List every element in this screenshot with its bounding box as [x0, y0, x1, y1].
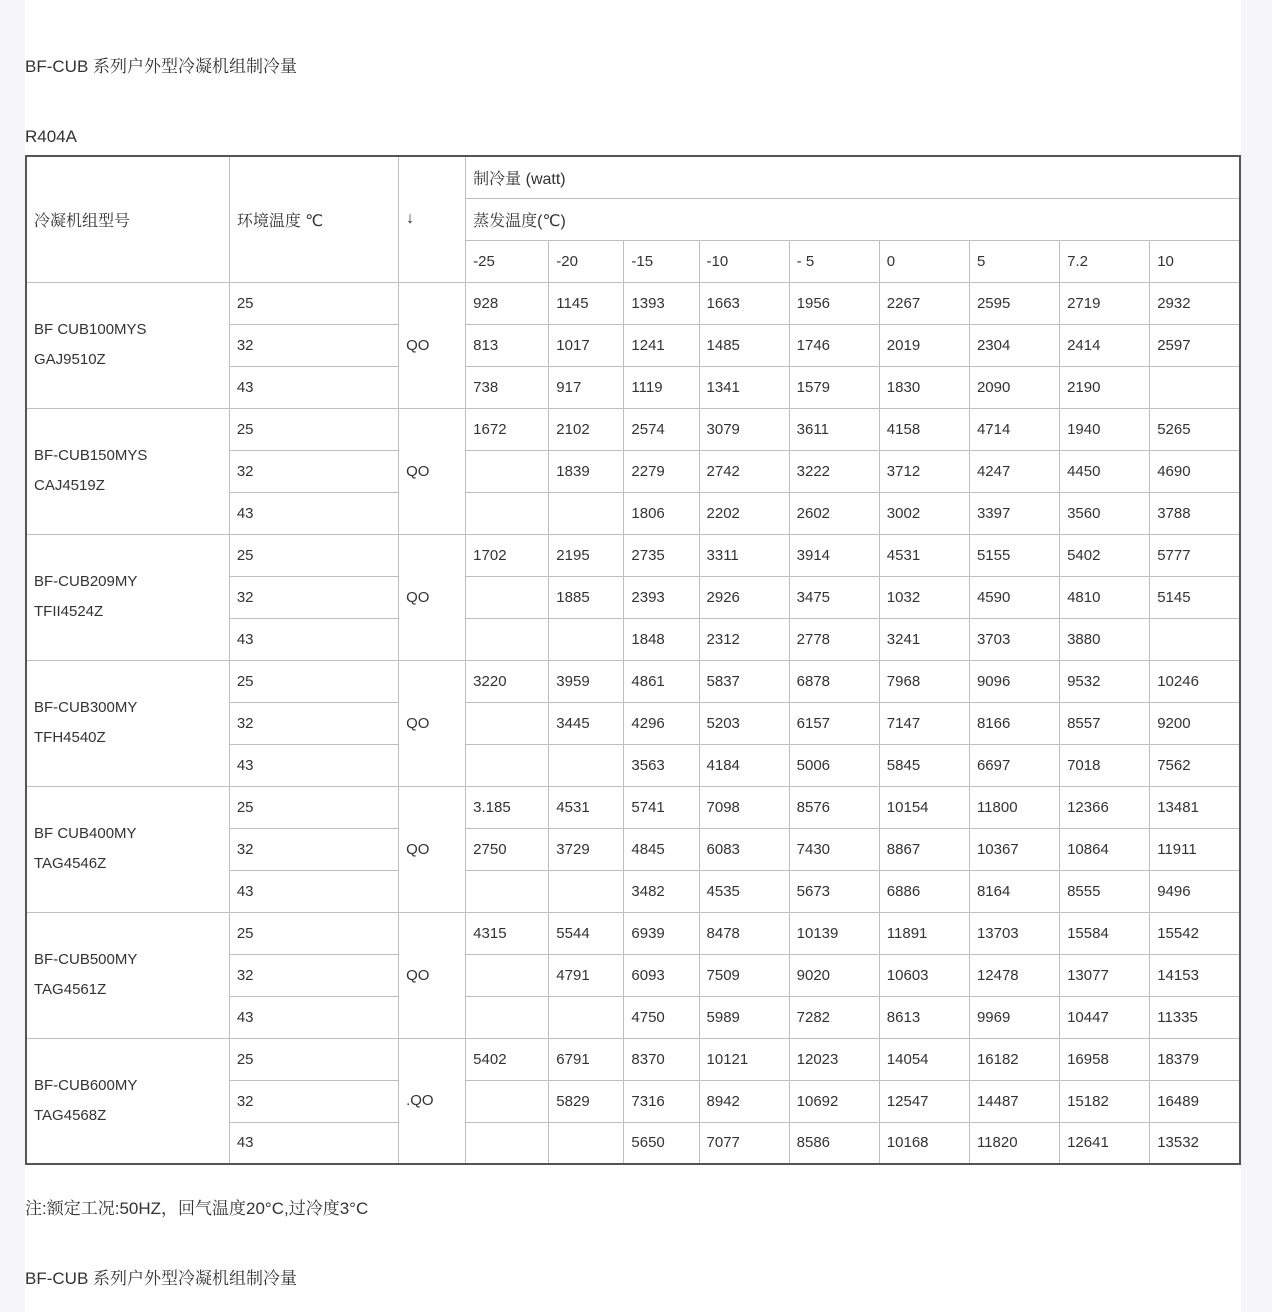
table-body — [26, 282, 1240, 1164]
ambient-cell: 43 — [229, 366, 398, 408]
value-cell: 2304 — [969, 324, 1059, 366]
value-cell — [466, 870, 549, 912]
value-cell: 3611 — [789, 408, 879, 450]
value-cell: 928 — [466, 282, 549, 324]
model-name-line: TAG4546Z — [34, 855, 107, 872]
value-cell: 5155 — [969, 534, 1059, 576]
value-cell: 5845 — [879, 744, 969, 786]
value-cell: 4690 — [1150, 450, 1240, 492]
value-cell: 9496 — [1150, 870, 1240, 912]
value-cell: 3880 — [1060, 618, 1150, 660]
value-cell: 5203 — [699, 702, 789, 744]
value-cell: 9096 — [969, 660, 1059, 702]
evap-temp-cell: 10 — [1150, 240, 1240, 282]
model-name-line: BF-CUB300MY — [34, 699, 138, 716]
value-cell — [549, 744, 624, 786]
value-cell: 3220 — [466, 660, 549, 702]
value-cell: 1848 — [624, 618, 699, 660]
value-cell: 4791 — [549, 954, 624, 996]
value-cell: 6157 — [789, 702, 879, 744]
value-cell: 4590 — [969, 576, 1059, 618]
value-cell: 2595 — [969, 282, 1059, 324]
qo-cell: .QO — [399, 1038, 466, 1164]
value-cell: 6939 — [624, 912, 699, 954]
qo-cell: QO — [399, 534, 466, 660]
value-cell: 1663 — [699, 282, 789, 324]
ambient-cell: 43 — [229, 1122, 398, 1164]
value-cell: 2574 — [624, 408, 699, 450]
model-name-line: BF-CUB600MY — [34, 1076, 138, 1094]
value-cell: 7018 — [1060, 744, 1150, 786]
value-cell: 2267 — [879, 282, 969, 324]
value-cell: 12478 — [969, 954, 1059, 996]
value-cell: 2932 — [1150, 282, 1240, 324]
value-cell: 13703 — [969, 912, 1059, 954]
model-cell — [26, 786, 229, 912]
value-cell: 18379 — [1150, 1038, 1240, 1080]
ambient-cell: 25 — [229, 912, 398, 954]
table-row — [26, 408, 1240, 450]
ambient-cell: 32 — [229, 1080, 398, 1122]
model-cell — [26, 408, 229, 534]
value-cell: 2735 — [624, 534, 699, 576]
evap-temp-cell: 5 — [969, 240, 1059, 282]
model-cell — [26, 282, 229, 408]
value-cell — [549, 996, 624, 1038]
value-cell — [549, 618, 624, 660]
value-cell: 14153 — [1150, 954, 1240, 996]
value-cell: 1485 — [699, 324, 789, 366]
value-cell: 10447 — [1060, 996, 1150, 1038]
value-cell: 1393 — [624, 282, 699, 324]
model-cell — [26, 1038, 229, 1164]
value-cell: 9020 — [789, 954, 879, 996]
section-title-next: BF-CUB 系列户外型冷凝机组制冷量 — [25, 1269, 297, 1288]
ambient-cell: 25 — [229, 534, 398, 576]
value-cell: 917 — [549, 366, 624, 408]
value-cell: 10168 — [879, 1122, 969, 1164]
value-cell: 7968 — [879, 660, 969, 702]
value-cell: 5402 — [466, 1038, 549, 1080]
value-cell: 5006 — [789, 744, 879, 786]
model-name-line: BF-CUB500MY — [34, 951, 138, 968]
value-cell: 8166 — [969, 702, 1059, 744]
value-cell: 6697 — [969, 744, 1059, 786]
value-cell: 3959 — [549, 660, 624, 702]
value-cell: 4714 — [969, 408, 1059, 450]
ambient-cell: 25 — [229, 786, 398, 828]
value-cell — [466, 1122, 549, 1164]
value-cell: 2926 — [699, 576, 789, 618]
value-cell: 4184 — [699, 744, 789, 786]
value-cell — [549, 870, 624, 912]
value-cell: 2019 — [879, 324, 969, 366]
value-cell: 6791 — [549, 1038, 624, 1080]
value-cell: 3445 — [549, 702, 624, 744]
evap-temp-cell: - 5 — [789, 240, 879, 282]
qo-cell: QO — [399, 408, 466, 534]
value-cell: 3222 — [789, 450, 879, 492]
value-cell: 2414 — [1060, 324, 1150, 366]
ambient-cell: 32 — [229, 450, 398, 492]
model-cell — [26, 534, 229, 660]
model-name-line: TFH4540Z — [34, 729, 106, 746]
value-cell: 5777 — [1150, 534, 1240, 576]
value-cell: 15542 — [1150, 912, 1240, 954]
value-cell: 4845 — [624, 828, 699, 870]
value-cell: 4296 — [624, 702, 699, 744]
model-cell — [26, 660, 229, 786]
value-cell: 14487 — [969, 1080, 1059, 1122]
qo-cell: QO — [399, 912, 466, 1038]
value-cell: 6083 — [699, 828, 789, 870]
value-cell: 7430 — [789, 828, 879, 870]
value-cell: 13481 — [1150, 786, 1240, 828]
ambient-cell: 25 — [229, 1038, 398, 1080]
value-cell: 2750 — [466, 828, 549, 870]
header-model: 冷凝机组型号 — [26, 156, 229, 282]
value-cell: 2742 — [699, 450, 789, 492]
value-cell: 2102 — [549, 408, 624, 450]
value-cell — [1150, 618, 1240, 660]
value-cell: 11800 — [969, 786, 1059, 828]
value-cell: 15182 — [1060, 1080, 1150, 1122]
value-cell: 13077 — [1060, 954, 1150, 996]
refrigerant-label: R404A — [25, 127, 77, 146]
evap-temp-cell: -10 — [699, 240, 789, 282]
ambient-cell: 25 — [229, 282, 398, 324]
value-cell: 7077 — [699, 1122, 789, 1164]
value-cell: 4750 — [624, 996, 699, 1038]
value-cell: 12547 — [879, 1080, 969, 1122]
section-title: BF-CUB 系列户外型冷凝机组制冷量 — [25, 57, 297, 76]
ambient-cell: 25 — [229, 660, 398, 702]
value-cell: 1885 — [549, 576, 624, 618]
value-cell — [549, 492, 624, 534]
ambient-cell: 32 — [229, 702, 398, 744]
value-cell: 5837 — [699, 660, 789, 702]
value-cell: 11820 — [969, 1122, 1059, 1164]
value-cell — [466, 450, 549, 492]
model-name-line: BF-CUB209MY — [34, 573, 138, 590]
value-cell: 15584 — [1060, 912, 1150, 954]
value-cell: 6886 — [879, 870, 969, 912]
value-cell — [549, 1122, 624, 1164]
value-cell: 7147 — [879, 702, 969, 744]
value-cell: 12366 — [1060, 786, 1150, 828]
value-cell: 8576 — [789, 786, 879, 828]
value-cell: 16182 — [969, 1038, 1059, 1080]
ambient-cell: 43 — [229, 744, 398, 786]
table-row — [26, 912, 1240, 954]
value-cell: 3475 — [789, 576, 879, 618]
value-cell: 11335 — [1150, 996, 1240, 1038]
model-name-line: GAJ9510Z — [34, 351, 106, 368]
value-cell: 16958 — [1060, 1038, 1150, 1080]
value-cell: 10692 — [789, 1080, 879, 1122]
model-name-line: BF CUB400MY — [34, 825, 137, 842]
value-cell: 10864 — [1060, 828, 1150, 870]
value-cell: 8942 — [699, 1080, 789, 1122]
value-cell: 13532 — [1150, 1122, 1240, 1164]
value-cell: 8555 — [1060, 870, 1150, 912]
ambient-cell: 32 — [229, 828, 398, 870]
value-cell: 2090 — [969, 366, 1059, 408]
value-cell: 2597 — [1150, 324, 1240, 366]
ambient-cell: 32 — [229, 324, 398, 366]
ambient-cell: 43 — [229, 492, 398, 534]
value-cell: 1702 — [466, 534, 549, 576]
value-cell: 1579 — [789, 366, 879, 408]
value-cell — [466, 618, 549, 660]
value-cell: 813 — [466, 324, 549, 366]
evap-temp-cell: 0 — [879, 240, 969, 282]
evap-temp-cell: -15 — [624, 240, 699, 282]
value-cell: 3.185 — [466, 786, 549, 828]
model-name-line: BF CUB100MYS — [34, 321, 147, 338]
model-cell — [26, 912, 229, 1038]
evap-temp-cell: 7.2 — [1060, 240, 1150, 282]
value-cell: 1241 — [624, 324, 699, 366]
value-cell: 3729 — [549, 828, 624, 870]
value-cell: 1119 — [624, 366, 699, 408]
ambient-cell: 32 — [229, 576, 398, 618]
value-cell: 10139 — [789, 912, 879, 954]
value-cell: 1830 — [879, 366, 969, 408]
value-cell: 1839 — [549, 450, 624, 492]
value-cell: 3788 — [1150, 492, 1240, 534]
value-cell: 3002 — [879, 492, 969, 534]
value-cell: 8164 — [969, 870, 1059, 912]
value-cell: 2393 — [624, 576, 699, 618]
table-row — [26, 282, 1240, 324]
value-cell: 10246 — [1150, 660, 1240, 702]
ambient-cell: 32 — [229, 954, 398, 996]
ambient-cell: 43 — [229, 618, 398, 660]
ambient-cell: 43 — [229, 870, 398, 912]
ambient-cell: 25 — [229, 408, 398, 450]
model-name-line: TAG4561Z — [34, 981, 107, 998]
model-name-line: CAJ4519Z — [34, 477, 105, 494]
value-cell: 5673 — [789, 870, 879, 912]
value-cell: 1940 — [1060, 408, 1150, 450]
value-cell — [466, 492, 549, 534]
value-cell: 1017 — [549, 324, 624, 366]
value-cell: 16489 — [1150, 1080, 1240, 1122]
value-cell: 2202 — [699, 492, 789, 534]
value-cell: 12641 — [1060, 1122, 1150, 1164]
value-cell: 5544 — [549, 912, 624, 954]
qo-cell: QO — [399, 282, 466, 408]
value-cell — [1150, 366, 1240, 408]
content-page — [25, 0, 1241, 1312]
value-cell: 2190 — [1060, 366, 1150, 408]
value-cell: 7282 — [789, 996, 879, 1038]
value-cell: 1672 — [466, 408, 549, 450]
model-name-line: TAG4568Z — [34, 1106, 107, 1124]
value-cell: 8867 — [879, 828, 969, 870]
value-cell: 14054 — [879, 1038, 969, 1080]
value-cell: 3241 — [879, 618, 969, 660]
value-cell: 1806 — [624, 492, 699, 534]
value-cell: 10603 — [879, 954, 969, 996]
qo-cell: QO — [399, 786, 466, 912]
value-cell: 6878 — [789, 660, 879, 702]
header-ambient: 环境温度 ℃ — [229, 156, 398, 282]
ambient-cell: 43 — [229, 996, 398, 1038]
evap-temp-cell: -25 — [466, 240, 549, 282]
value-cell: 11911 — [1150, 828, 1240, 870]
value-cell: 2778 — [789, 618, 879, 660]
value-cell: 4861 — [624, 660, 699, 702]
value-cell: 8557 — [1060, 702, 1150, 744]
value-cell: 4315 — [466, 912, 549, 954]
value-cell: 4531 — [879, 534, 969, 576]
value-cell — [466, 702, 549, 744]
header-capacity: 制冷量 (watt) — [466, 156, 1240, 198]
value-cell — [466, 576, 549, 618]
value-cell: 7562 — [1150, 744, 1240, 786]
value-cell: 5741 — [624, 786, 699, 828]
table-row — [26, 534, 1240, 576]
value-cell: 3914 — [789, 534, 879, 576]
header-arrow: ↓ — [399, 156, 466, 282]
table-row — [26, 660, 1240, 702]
value-cell: 1956 — [789, 282, 879, 324]
value-cell: 6093 — [624, 954, 699, 996]
value-cell: 11891 — [879, 912, 969, 954]
value-cell: 3397 — [969, 492, 1059, 534]
value-cell: 12023 — [789, 1038, 879, 1080]
value-cell — [466, 954, 549, 996]
value-cell: 1341 — [699, 366, 789, 408]
value-cell: 4531 — [549, 786, 624, 828]
value-cell: 8613 — [879, 996, 969, 1038]
value-cell: 5402 — [1060, 534, 1150, 576]
value-cell: 10121 — [699, 1038, 789, 1080]
value-cell: 3703 — [969, 618, 1059, 660]
value-cell: 9200 — [1150, 702, 1240, 744]
value-cell: 7098 — [699, 786, 789, 828]
evap-temp-cell: -20 — [549, 240, 624, 282]
value-cell: 9969 — [969, 996, 1059, 1038]
value-cell: 7509 — [699, 954, 789, 996]
value-cell: 5650 — [624, 1122, 699, 1164]
value-cell: 4450 — [1060, 450, 1150, 492]
value-cell: 1145 — [549, 282, 624, 324]
value-cell: 2602 — [789, 492, 879, 534]
value-cell: 3712 — [879, 450, 969, 492]
value-cell: 4535 — [699, 870, 789, 912]
value-cell: 5989 — [699, 996, 789, 1038]
qo-cell: QO — [399, 660, 466, 786]
value-cell: 3079 — [699, 408, 789, 450]
value-cell: 4810 — [1060, 576, 1150, 618]
value-cell: 1746 — [789, 324, 879, 366]
value-cell: 10154 — [879, 786, 969, 828]
value-cell: 3560 — [1060, 492, 1150, 534]
model-name-line: TFII4524Z — [34, 603, 104, 620]
value-cell: 5829 — [549, 1080, 624, 1122]
value-cell: 2195 — [549, 534, 624, 576]
value-cell: 4158 — [879, 408, 969, 450]
model-name-line: BF-CUB150MYS — [34, 447, 148, 464]
footnote: 注:额定工况:50HZ，回气温度20°C,过冷度3°C — [25, 1199, 369, 1218]
value-cell: 9532 — [1060, 660, 1150, 702]
value-cell: 8478 — [699, 912, 789, 954]
value-cell: 7316 — [624, 1080, 699, 1122]
value-cell: 3311 — [699, 534, 789, 576]
value-cell: 8586 — [789, 1122, 879, 1164]
value-cell — [466, 744, 549, 786]
table-row — [26, 1038, 1240, 1080]
value-cell: 2279 — [624, 450, 699, 492]
value-cell: 738 — [466, 366, 549, 408]
header-evap: 蒸发温度(℃) — [466, 198, 1240, 240]
value-cell — [466, 996, 549, 1038]
value-cell — [466, 1080, 549, 1122]
value-cell: 4247 — [969, 450, 1059, 492]
value-cell: 10367 — [969, 828, 1059, 870]
value-cell: 3482 — [624, 870, 699, 912]
value-cell: 5265 — [1150, 408, 1240, 450]
value-cell: 8370 — [624, 1038, 699, 1080]
table-row — [26, 786, 1240, 828]
value-cell: 3563 — [624, 744, 699, 786]
value-cell: 2719 — [1060, 282, 1150, 324]
capacity-table — [25, 155, 1241, 1165]
value-cell: 2312 — [699, 618, 789, 660]
value-cell: 5145 — [1150, 576, 1240, 618]
value-cell: 1032 — [879, 576, 969, 618]
